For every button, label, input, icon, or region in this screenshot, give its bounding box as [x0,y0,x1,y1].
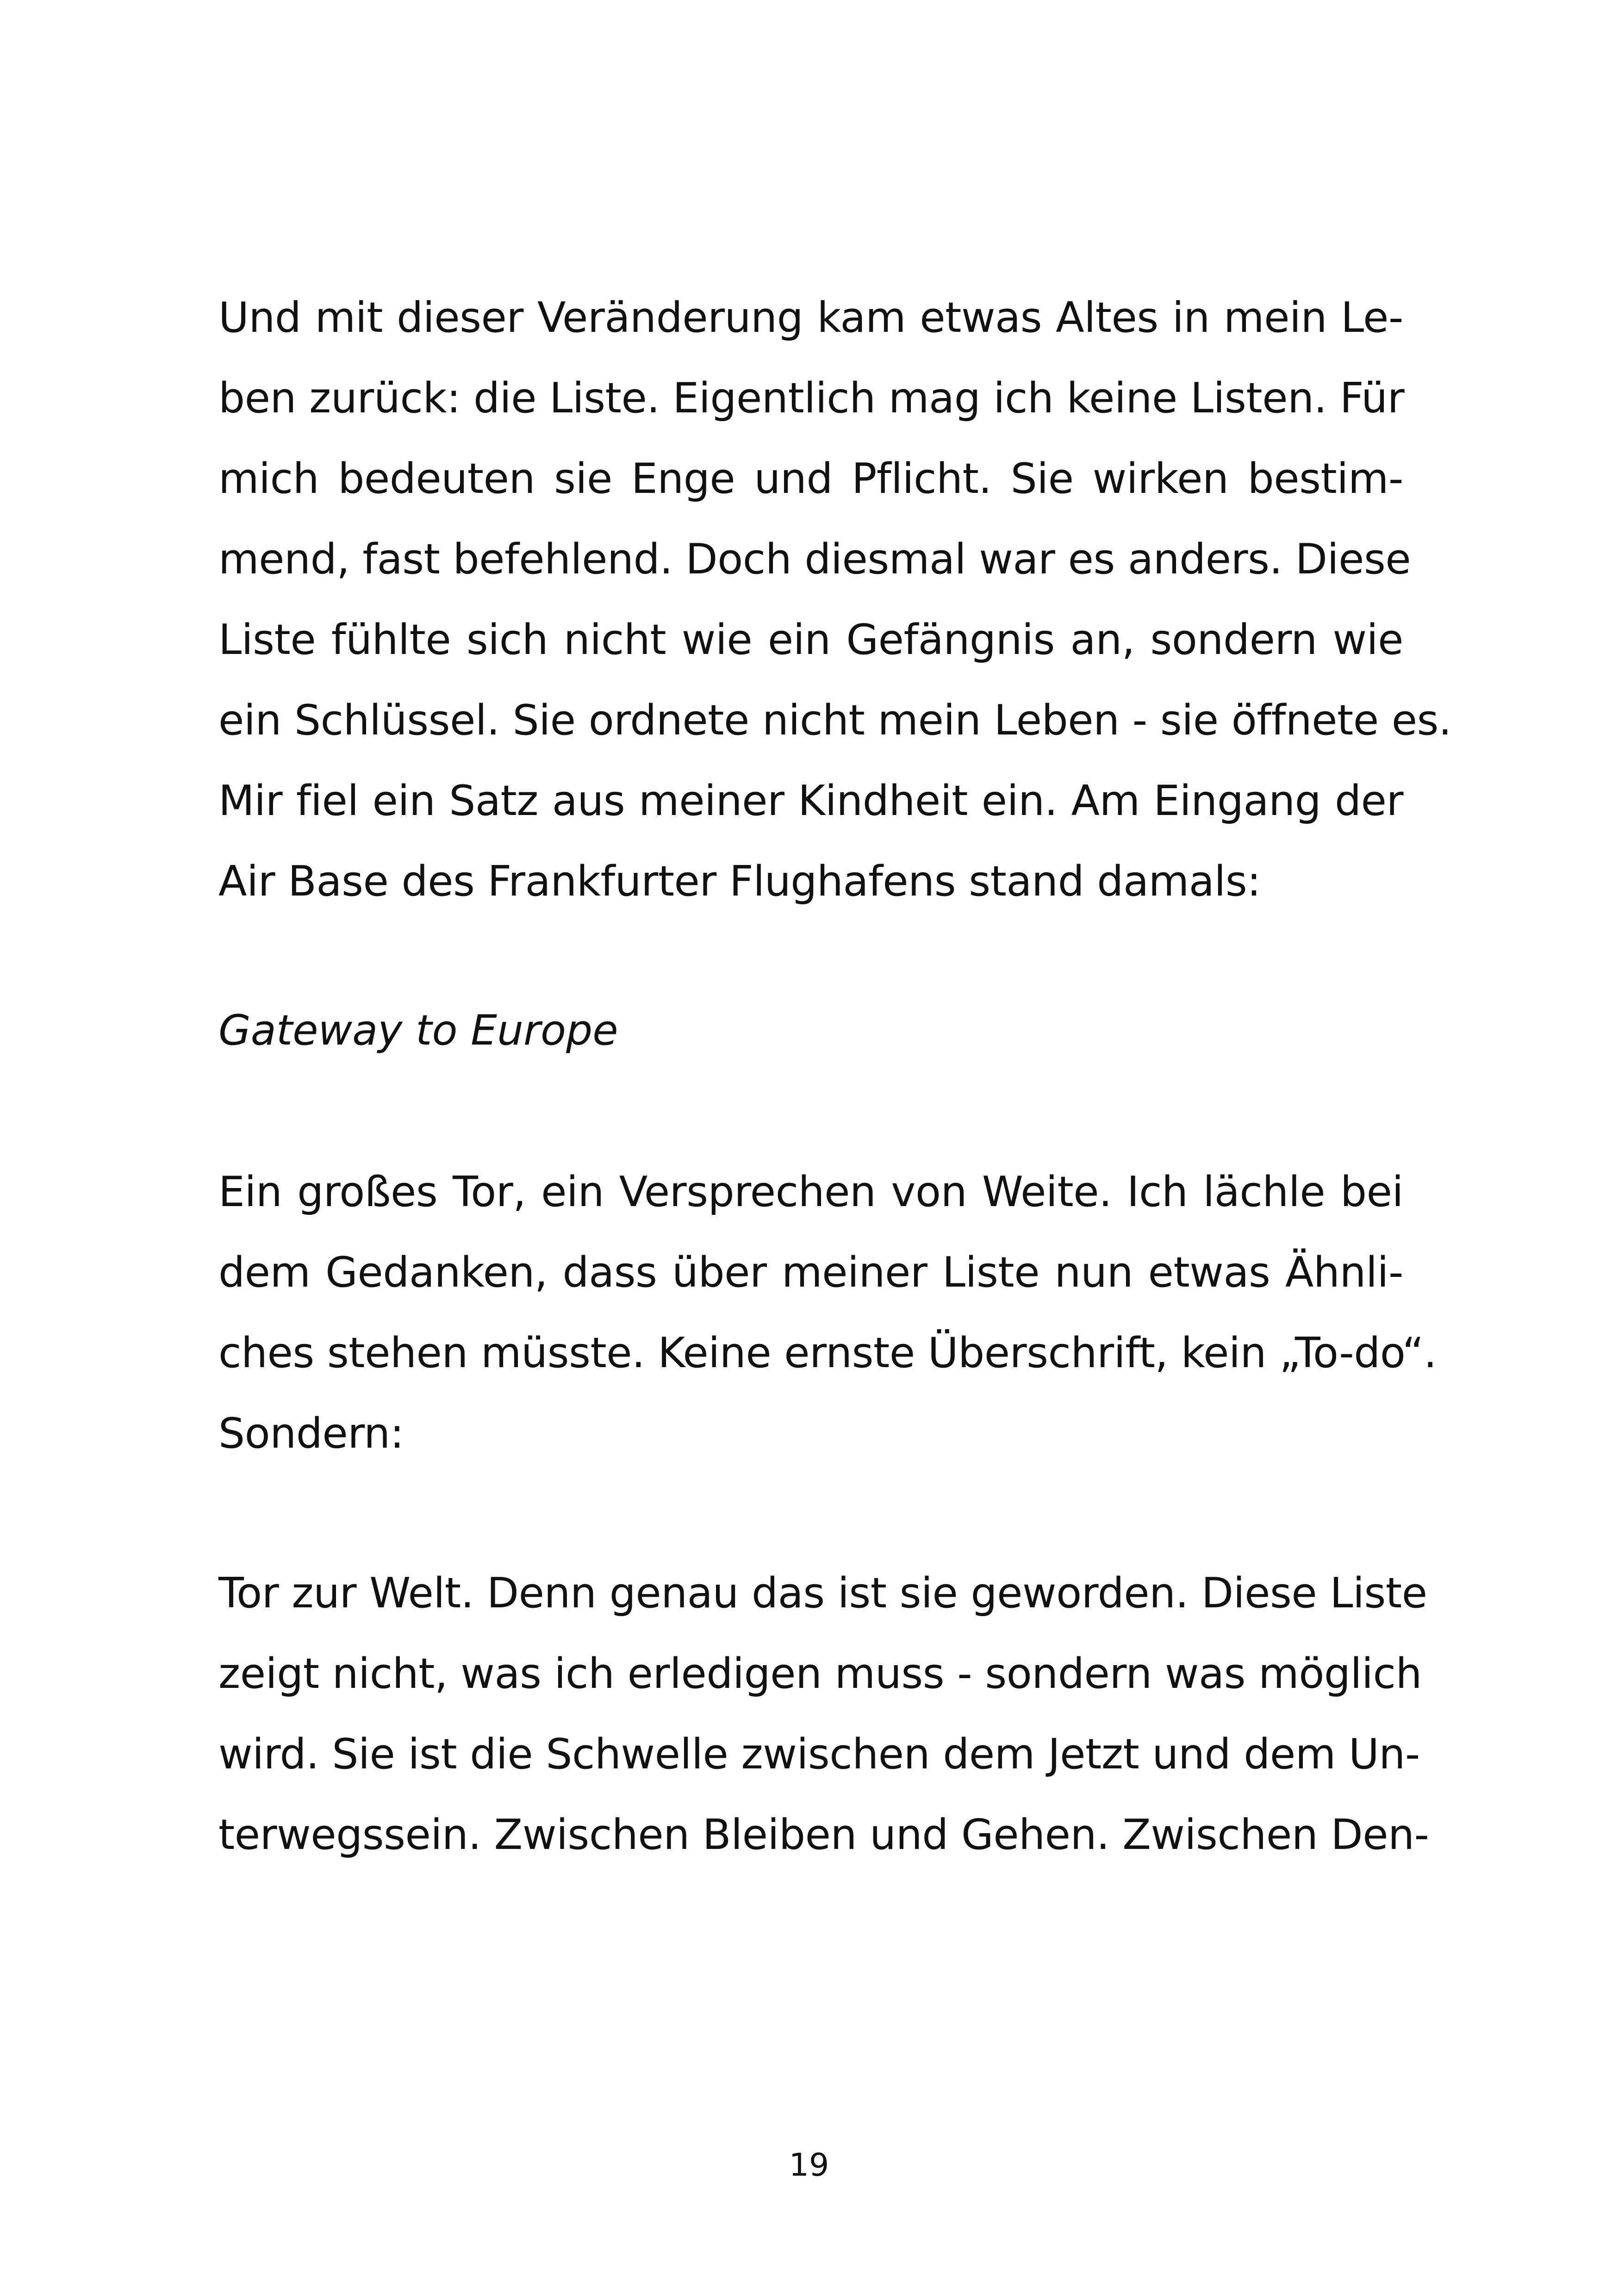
paragraph-4 [218,1553,1429,1875]
text-line: wird. Sie ist die Schwelle zwischen dem Jetzt und dem Un- [218,1730,1420,1779]
text-line: zeigt nicht, was ich erledigen muss - sondern was möglich [218,1649,1422,1698]
italic-heading-paragraph [218,990,1403,1071]
page-number: 19 [789,2147,829,2184]
text-line: dem Gedanken, dass über meiner Liste nun etwas Ähnli- [218,1248,1403,1297]
text-line: terwegssein. Zwischen Bleiben und Gehen. Zwischen Den- [218,1811,1429,1859]
text-line: mich bedeuten sie Enge und Pflicht. Sie wirken bestim- [218,454,1403,503]
text-line: ben zurück: die Liste. Eigentlich mag ich keine Listen. Für [218,374,1405,423]
paragraph-1 [218,278,1452,922]
text-line: Liste fühlte sich nicht wie ein Gefängnis an, sondern wie [218,616,1403,664]
text-line: Sondern: [218,1409,404,1458]
text-line: Tor zur Welt. Denn genau das ist sie geworden. Diese Liste [218,1569,1427,1618]
text-line: ein Schlüssel. Sie ordnete nicht mein Leben - sie öffnete es. [218,696,1452,745]
text-line: Ein großes Tor, ein Versprechen von Weite. Ich lächle bei [218,1168,1403,1216]
text-line: Mir fiel ein Satz aus meiner Kindheit ein. Am Eingang der [218,777,1403,825]
paragraph-3 [218,1152,1437,1474]
text-line: Und mit dieser Veränderung kam etwas Altes in mein Le- [218,293,1403,342]
text-line: Air Base des Frankfurter Flughafens stand damals: [218,857,1261,906]
gateway-heading: Gateway to Europe [218,1006,618,1055]
text-line: ches stehen müsste. Keine ernste Überschrift, kein „To-do“. [218,1329,1437,1377]
text-line: mend, fast befehlend. Doch diesmal war es anders. Diese [218,535,1411,584]
